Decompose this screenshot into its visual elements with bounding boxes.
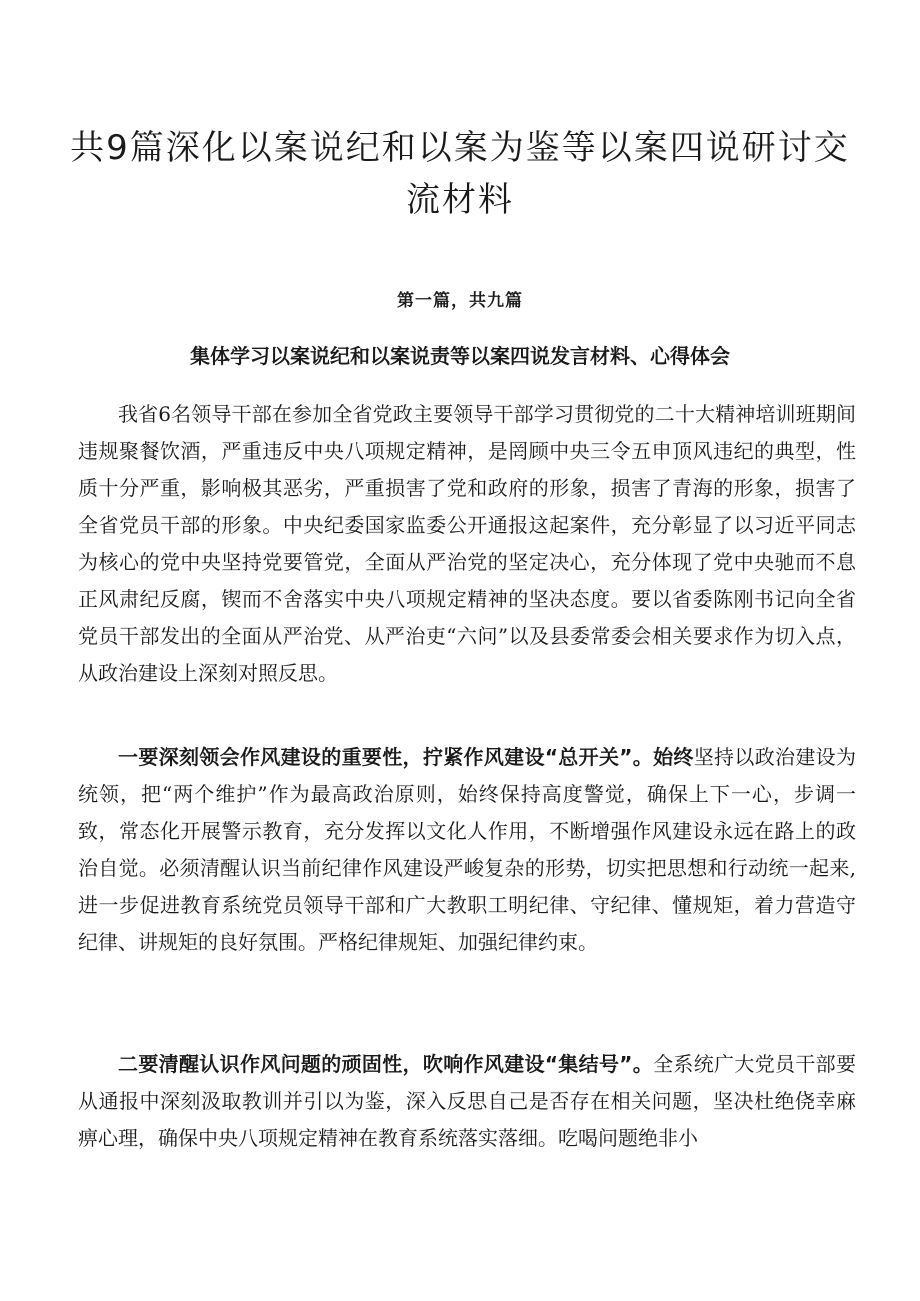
paragraph-2-text: 坚持以政治建设为统领，把“两个维护”作为最高政治原则，始终保持高度警觉，确保上下一心，步调一致，常态化开展警示教育，充分发挥以文化人作用，不断增强作风建设永远在路上的政治自觉。必须清醒认识当前纪律作风建设严峻复杂的形势，切实把思想和行动统一起来,进一步促进教育系统党员领导干部和广大教职工明纪律、守纪律、懂规矩，着力营造守纪律、讲规矩的良好氛围。严格纪律规矩、加强纪律约束。	[78, 745, 856, 954]
chapter-label: 第一篇，共九篇	[397, 291, 523, 311]
paragraph-2	[78, 739, 856, 961]
paragraph-1-text: 我省6名领导干部在参加全省党政主要领导干部学习贯彻党的二十大精神培训班期间违规聚餐饮酒，严重违反中央八项规定精神，是罔顾中央三令五申顶风违纪的典型，性质十分严重，影响极其恶劣，严重损害了党和政府的形象，损害了青海的形象，损害了全省党员干部的形象。中央纪委国家监委公开通报这起案件，充分彰显了以习近平同志为核心的党中央坚持党要管党，全面从严治党的坚定决心，充分体现了党中央驰而不息正风肃纪反腐，锲而不舍落实中央八项规定精神的坚决态度。要以省委陈刚书记向全省党员干部发出的全面从严治党、从严治吏“六问”以及县委常委会相关要求作为切入点，从政治建设上深刻对照反思。	[78, 402, 856, 685]
paragraph-1	[78, 396, 856, 692]
paragraph-3-text: 全系统广大党员干部要从通报中深刻汲取教训并引以为鉴，深入反思自己是否存在相关问题，坚决杜绝侥幸麻痹心理，确保中央八项规定精神在教育系统落实落细。吃喝问题绝非小	[78, 1052, 857, 1150]
section-subtitle: 集体学习以案说纪和以案说责等以案四说发言材料、心得体会	[190, 344, 730, 368]
document-title: 共9篇深化以案说纪和以案为鉴等以案四说研讨交流材料	[70, 128, 850, 220]
paragraph-3-lead: 二要清醒认识作风问题的顽固性，吹响作风建设“集结号”。	[118, 1052, 654, 1076]
paragraph-2-lead: 一要深刻领会作风建设的重要性，拧紧作风建设“总开关”。始终	[118, 745, 694, 769]
paragraph-3	[78, 1046, 856, 1157]
